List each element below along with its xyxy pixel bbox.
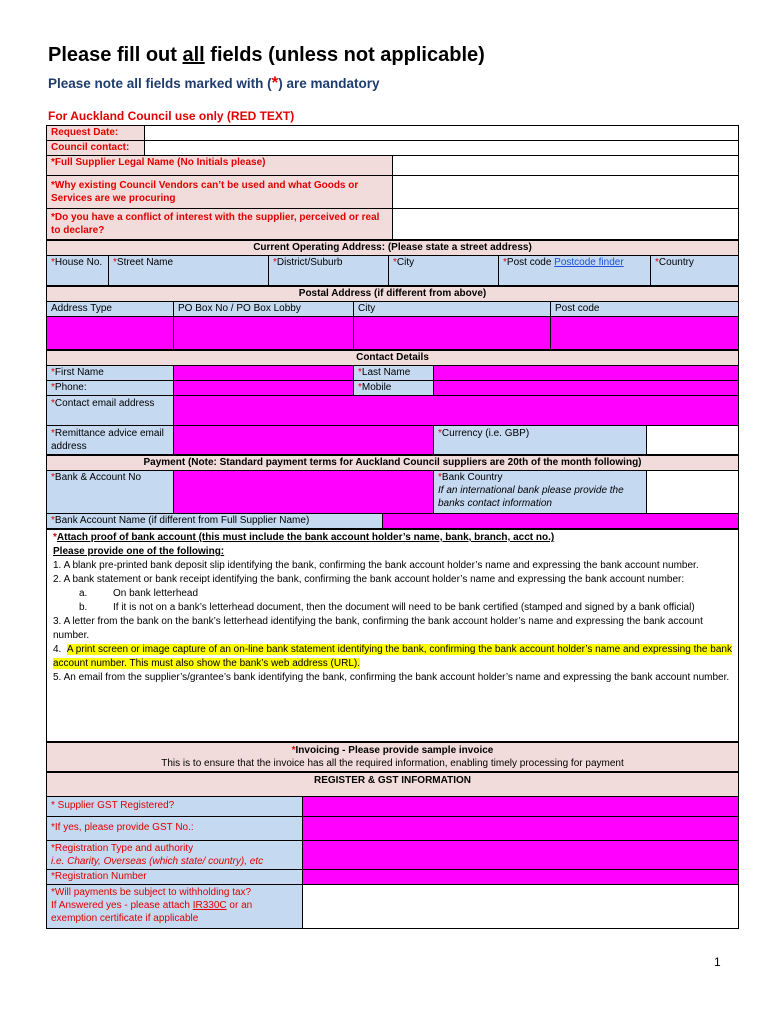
bank-proof-instructions: *Attach proof of bank account (this must include the bank account holder’s name, bank, branch, acct no.) Please provide one of the following: 1. A blank pre-printed bank deposit slip identifying the bank, confirming the bank account holder’s name and expressing the bank account number. 2. A bank statement or bank receipt identifying the bank, confirming the bank account holder’s name and expressing the bank account number: a. On bank letterhead b. If it is not on a bank’s letterhead document, then the document will need to be bank certified (stamped and signed by a bank official) 3. A letter from the bank on the bank’s letterhead identifying the bank, confirming the bank account holder’s name and expressing the bank account number. 4. A print screen or image capture of an on-line bank statement identifying the bank, confirming the bank account holder’s name and expressing the bank account number. This must also show the bank’s web address (URL). 5. An email from the supplier’s/grantee’s bank identifying the bank, confirming the bank account holder’s name and expressing the bank account number. (47, 530, 739, 742)
request-date-label: Request Date: (47, 126, 145, 141)
request-date-field[interactable] (145, 126, 739, 141)
currency-label: *Currency (i.e. GBP) (434, 426, 647, 455)
proof-item-2: 2. A bank statement or bank receipt identifying the bank, confirming the bank account holder’s name and expressing the bank account number: (53, 574, 685, 585)
remittance-field[interactable] (174, 426, 434, 455)
first-name-field[interactable] (174, 366, 354, 381)
gst-no-label: *If yes, please provide GST No.: (47, 817, 303, 841)
payment-header: Payment (Note: Standard payment terms for Auckland Council suppliers are 20th of the month following) (47, 456, 739, 471)
bank-country-label: *Bank Country If an international bank please provide the banks contact information (434, 471, 647, 514)
postcode-finder-link[interactable]: Postcode finder (554, 257, 624, 268)
postal-post-code-label: Post code (551, 302, 739, 317)
mobile-label: *Mobile (354, 381, 434, 396)
reg-number-label: *Registration Number (47, 870, 303, 885)
last-name-label: *Last Name (354, 366, 434, 381)
city-cell[interactable]: *City (389, 256, 499, 286)
contact-header: Contact Details (47, 351, 739, 366)
postal-city-field[interactable] (354, 317, 551, 350)
proof-item-4: 4. A print screen or image capture of an on-line bank statement identifying the bank, confirming the bank account holder’s name and expressing the bank account number. This must also show the bank’s web address (URL). (53, 644, 732, 669)
gst-section (46, 772, 739, 929)
supplier-form (46, 125, 739, 929)
conflict-of-interest-field[interactable] (393, 209, 739, 240)
district-cell[interactable]: *District/Suburb (269, 256, 389, 286)
mandatory-note: Please note all fields marked with (*) are mandatory (48, 73, 380, 92)
gst-no-field[interactable] (303, 817, 739, 841)
bank-account-name-field[interactable] (383, 514, 739, 529)
operating-address-header: Current Operating Address: (Please state a street address) (47, 241, 739, 256)
invoicing-section (46, 742, 739, 772)
supplier-legal-name-label: *Full Supplier Legal Name (No Initials please) (47, 156, 393, 176)
reg-type-field[interactable] (303, 841, 739, 870)
operating-address-section (46, 240, 739, 286)
house-no-cell[interactable]: *House No. (47, 256, 109, 286)
email-field[interactable] (174, 396, 739, 426)
address-type-label: Address Type (47, 302, 174, 317)
contact-section (46, 350, 739, 455)
bank-proof-section (46, 529, 739, 742)
council-contact-field[interactable] (145, 141, 739, 156)
first-name-label: *First Name (47, 366, 174, 381)
page-title: Please fill out all fields (unless not applicable) (48, 44, 485, 66)
conflict-of-interest-label: *Do you have a conflict of interest with the supplier, perceived or real to declare? (47, 209, 393, 240)
payment-section (46, 455, 739, 529)
proof-item-3: 3. A letter from the bank on the bank’s letterhead identifying the bank, confirming the bank account holder’s name and expressing the bank account number. (53, 616, 703, 641)
country-cell[interactable]: *Country (651, 256, 739, 286)
proof-item-2a: a. On bank letterhead (79, 588, 199, 599)
top-section (46, 125, 739, 240)
gst-registered-field[interactable] (303, 797, 739, 817)
bank-country-field[interactable] (647, 471, 739, 514)
title-all-emphasis: all (182, 44, 205, 66)
attach-proof-text: Attach proof of bank account (this must include the bank account holder’s name, bank, branch, acct no.) (56, 532, 555, 543)
supplier-legal-name-field[interactable] (393, 156, 739, 176)
currency-field[interactable] (647, 426, 739, 455)
postal-city-label: City (354, 302, 551, 317)
provide-one-text: Please provide one of the following: (53, 546, 225, 557)
post-code-cell[interactable]: *Post code Postcode finder (499, 256, 651, 286)
postal-address-section (46, 286, 739, 350)
bank-account-no-field[interactable] (174, 471, 434, 514)
withholding-field[interactable] (303, 885, 739, 929)
reg-number-field[interactable] (303, 870, 739, 885)
bank-account-name-label: *Bank Account Name (if different from Full Supplier Name) (47, 514, 383, 529)
why-existing-vendors-field[interactable] (393, 176, 739, 209)
council-use-note: For Auckland Council use only (RED TEXT) (48, 109, 295, 123)
phone-label: *Phone: (47, 381, 174, 396)
last-name-field[interactable] (434, 366, 739, 381)
reg-type-label: *Registration Type and authority i.e. Charity, Overseas (which state/ country), etc (47, 841, 303, 870)
gst-header: REGISTER & GST INFORMATION (47, 773, 739, 797)
gst-registered-label: * Supplier GST Registered? (47, 797, 303, 817)
postal-address-header: Postal Address (if different from above) (47, 287, 739, 302)
proof-item-5: 5. An email from the supplier’s/grantee’s bank identifying the bank, confirming the bank account holder’s name and expressing the bank account number. (53, 672, 730, 683)
council-contact-label: Council contact: (47, 141, 145, 156)
mandatory-star: * (271, 73, 279, 92)
bank-account-no-label: *Bank & Account No (47, 471, 174, 514)
address-type-field[interactable] (47, 317, 174, 350)
withholding-label: *Will payments be subject to withholding tax? If Answered yes - please attach IR330C or an exemption certificate if applicable (47, 885, 303, 929)
proof-item-2b: b. If it is not on a bank’s letterhead document, then the document will need to be bank certified (stamped and signed by a bank official) (79, 602, 695, 613)
page-number: 1 (714, 955, 721, 969)
mobile-field[interactable] (434, 381, 739, 396)
phone-field[interactable] (174, 381, 354, 396)
email-label: *Contact email address (47, 396, 174, 426)
po-box-field[interactable] (174, 317, 354, 350)
proof-item-1: 1. A blank pre-printed bank deposit slip identifying the bank, confirming the bank account holder’s name and expressing the bank account number. (53, 560, 699, 571)
remittance-label: *Remittance advice email address (47, 426, 174, 455)
invoicing-cell: *Invoicing - Please provide sample invoice This is to ensure that the invoice has all the required information, enabling timely processing for payment (47, 743, 739, 772)
po-box-label: PO Box No / PO Box Lobby (174, 302, 354, 317)
street-name-cell[interactable]: *Street Name (109, 256, 269, 286)
why-existing-vendors-label: *Why existing Council Vendors can’t be used and what Goods or Services are we procuring (47, 176, 393, 209)
postal-post-code-field[interactable] (551, 317, 739, 350)
ir330c-link[interactable]: IR330C (192, 900, 227, 911)
